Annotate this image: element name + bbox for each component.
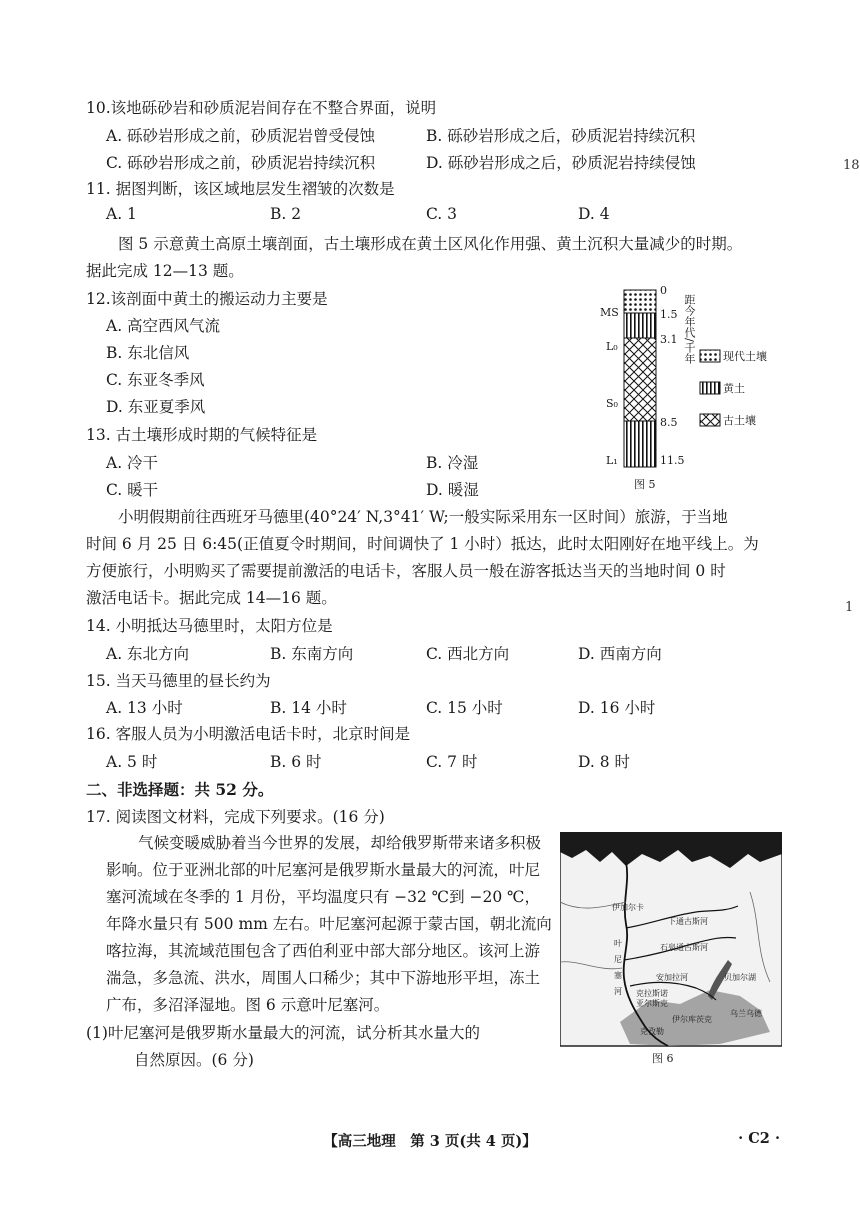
- q11-option-d: D. 4: [578, 205, 610, 223]
- q16-option-d: D. 8 时: [578, 753, 631, 771]
- map-label-krasnoyarsk-2: 亚尔斯克: [636, 999, 668, 1008]
- map-label-irkutsk: 伊尔库茨克: [672, 1015, 712, 1024]
- figure-6-caption: 图 6: [652, 1052, 674, 1065]
- map-label-kyzyl: 克孜勒: [640, 1027, 664, 1036]
- intro-14-16-line3: 方便旅行，小明购买了需要提前激活的电话卡，客服人员一般在游客抵达当天的当地时间 0 时: [86, 562, 726, 580]
- q16-option-b: B. 6 时: [270, 753, 322, 771]
- tick-11-5: 11.5: [660, 454, 685, 467]
- layer-label-ms: MS: [600, 306, 619, 319]
- figure-5: [598, 282, 788, 492]
- q11-option-c: C. 3: [426, 205, 458, 223]
- q16-option-c: C. 7 时: [426, 753, 478, 771]
- section-2-heading: 二、非选择题：共 52 分。: [86, 780, 274, 799]
- q17-material: 气候变暖威胁着当今世界的发展，却给俄罗斯带来诸多积极影响。位于亚洲北部的叶尼塞河是俄罗斯水量最大的河流，叶尼塞河流域在冬季的 1 月份，平均温度只有 −32 ℃到 −20 ℃，年降水量只有 500 mm 左右。叶尼塞河起源于蒙古国，朝北流向喀拉海，其流域范围包含了西伯利亚中部大部分地区。该河上游湍急，多急流、洪水，周围人口稀少；其中下游地形平坦，冻土广布，多沼泽湿地。图 6 示意叶尼塞河。: [106, 834, 552, 1014]
- page-footer: 【高三地理 第 3 页(共 4 页)】: [323, 1133, 537, 1150]
- legend-paleosol-swatch: [700, 414, 720, 426]
- q13-option-a: A. 冷干: [106, 454, 159, 472]
- intro-14-16-line2: 时间 6 月 25 日 6:45(正值夏令时期间，时间调快了 1 小时）抵达，此时太阳刚好在地平线上。为: [86, 535, 759, 553]
- q17-sub1-line1: (1)叶尼塞河是俄罗斯水量最大的河流，试分析其水量大的: [86, 1024, 480, 1042]
- q12-option-a: A. 高空西风气流: [106, 317, 221, 335]
- figure-5-caption: 图 5: [634, 478, 656, 491]
- q14-option-d: D. 西南方向: [578, 645, 662, 663]
- layer-label-l0: L₀: [606, 340, 618, 353]
- map-label-ye: 叶: [614, 939, 622, 948]
- legend-loess: 黄土: [723, 382, 745, 395]
- map-label-krasnoyarsk-1: 克拉斯诺: [636, 989, 668, 998]
- map-label-sai: 塞: [614, 971, 622, 980]
- q15-stem: 15. 当天马德里的昼长约为: [86, 672, 271, 690]
- q11-option-b: B. 2: [270, 205, 302, 223]
- q14-stem: 14. 小明抵达马德里时，太阳方位是: [86, 617, 333, 635]
- layer-l1: [624, 421, 656, 467]
- intro-12-13-line1: 图 5 示意黄土高原土壤剖面，古土壤形成在黄土区风化作用强、黄土沉积大量减少的时期。: [118, 235, 743, 253]
- layer-l0: [624, 313, 656, 338]
- q15-option-c: C. 15 小时: [426, 699, 503, 717]
- q10-stem: 10.该地砾砂岩和砂质泥岩间存在不整合界面，说明: [86, 99, 437, 117]
- layer-ms: [624, 290, 656, 313]
- intro-14-16-line1: 小明假期前往西班牙马德里(40°24′ N,3°41′ W;一般实际采用东一区时间）旅游，于当地: [118, 508, 728, 526]
- tick-8-5: 8.5: [660, 416, 678, 429]
- q15-option-b: B. 14 小时: [270, 699, 347, 717]
- q13-option-b: B. 冷湿: [426, 454, 479, 472]
- q14-option-c: C. 西北方向: [426, 645, 510, 663]
- q10-option-d: D. 砾砂岩形成之后，砂质泥岩持续侵蚀: [426, 154, 696, 172]
- layer-s0: [624, 338, 656, 421]
- map-label-ni: 尼: [614, 955, 622, 964]
- layer-label-s0: S₀: [606, 397, 618, 410]
- q10-option-a: A. 砾砂岩形成之前，砂质泥岩曾受侵蚀: [106, 127, 376, 145]
- page-code: · C2 ·: [738, 1130, 780, 1147]
- tick-3-1: 3.1: [660, 333, 678, 346]
- layer-label-l1: L₁: [606, 454, 618, 467]
- map-label-igarka: 伊加尔卡: [612, 903, 644, 912]
- q13-stem: 13. 古土壤形成时期的气候特征是: [86, 426, 318, 444]
- map-label-stony-tunguska: 石泉通古斯河: [660, 943, 708, 952]
- map-label-baikal: 贝加尔湖: [724, 973, 756, 982]
- q16-stem: 16. 客服人员为小明激活电话卡时，北京时间是: [86, 725, 411, 743]
- legend-paleosol: 古土壤: [723, 414, 756, 427]
- figure-5-axis-title: 距今年代/千年: [683, 294, 696, 364]
- legend-modern-soil: 现代土壤: [723, 350, 767, 363]
- q17-sub1-line2: 自然原因。(6 分): [134, 1051, 254, 1069]
- map-label-lower-tunguska: 下通古斯河: [668, 917, 708, 926]
- q10-option-b: B. 砾砂岩形成之后，砂质泥岩持续沉积: [426, 127, 696, 145]
- map-label-angara: 安加拉河: [656, 973, 688, 982]
- legend-loess-swatch: [700, 382, 720, 394]
- q11-stem: 11. 据图判断，该区域地层发生褶皱的次数是: [86, 180, 395, 198]
- q14-option-b: B. 东南方向: [270, 645, 354, 663]
- q12-option-d: D. 东亚夏季风: [106, 398, 206, 416]
- tick-0: 0: [660, 284, 667, 297]
- legend-modern-soil-swatch: [700, 350, 720, 362]
- q11-option-a: A. 1: [106, 205, 137, 223]
- q13-option-d: D. 暖湿: [426, 481, 479, 499]
- q15-option-a: A. 13 小时: [106, 699, 183, 717]
- margin-mark-middle: 1: [845, 600, 854, 615]
- q12-option-c: C. 东亚冬季风: [106, 371, 205, 389]
- intro-14-16-line4: 激活电话卡。据此完成 14—16 题。: [86, 589, 337, 607]
- tick-1-5: 1.5: [660, 308, 678, 321]
- intro-12-13-line2: 据此完成 12—13 题。: [86, 262, 244, 280]
- q14-option-a: A. 东北方向: [106, 645, 190, 663]
- q12-stem: 12.该剖面中黄土的搬运动力主要是: [86, 290, 328, 308]
- q12-option-b: B. 东北信风: [106, 344, 190, 362]
- q17-stem: 17. 阅读图文材料，完成下列要求。(16 分): [86, 808, 385, 826]
- q13-option-c: C. 暖干: [106, 481, 159, 499]
- q10-option-c: C. 砾砂岩形成之前，砂质泥岩持续沉积: [106, 154, 376, 172]
- margin-mark-top: 18: [843, 158, 860, 173]
- map-label-he: 河: [614, 987, 622, 996]
- figure-6: [560, 832, 782, 1064]
- q16-option-a: A. 5 时: [106, 753, 158, 771]
- q15-option-d: D. 16 小时: [578, 699, 656, 717]
- map-label-ulan-ude: 乌兰乌德: [730, 1009, 762, 1018]
